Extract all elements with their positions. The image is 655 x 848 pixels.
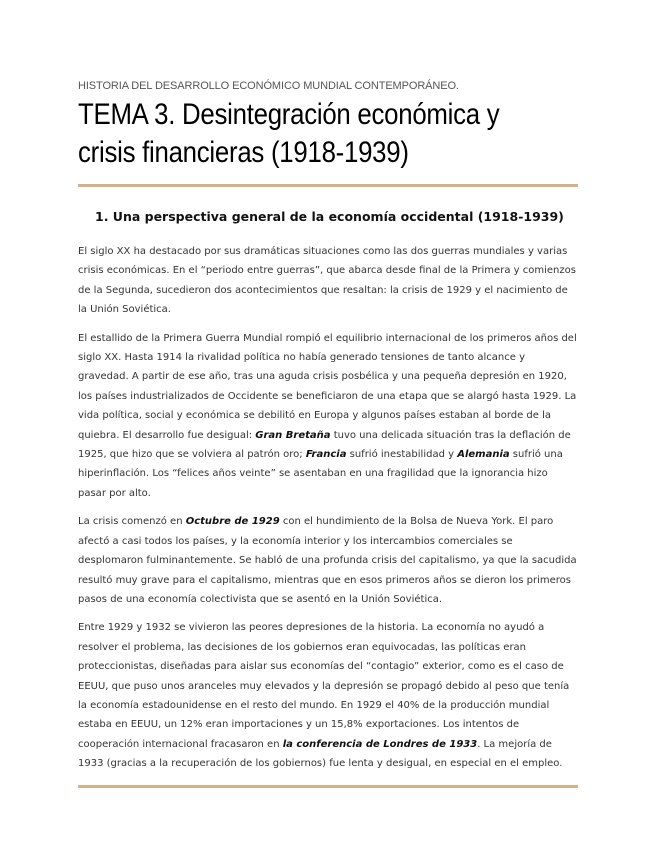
emphasis-conferencia-londres: la conferencia de Londres de 1933 [282, 738, 478, 750]
emphasis-gran-bretana: Gran Bretaña [255, 429, 331, 441]
course-subtitle: HISTORIA DEL DESARROLLO ECONÓMICO MUNDIAL CONTEMPORÁNEO. [78, 80, 459, 92]
paragraph-1: El siglo XX ha destacado por sus dramáticas situaciones como las dos guerras mundiales y varias crisis económicas. En el “periodo entre guerras”, que abarca desde final de la Primera y comienzos de la Segunda, sucedieron dos acontecimientos que resaltan: la crisis de 1929 y el nacimiento de la Unión Soviética. [78, 246, 576, 316]
paragraph-4-text-2: . La mejoría de 1933 (gracias a la recuperación de los gobiernos) fue lenta y desigual, en especial en el empleo. [78, 738, 563, 770]
emphasis-francia: Francia [305, 449, 347, 461]
paragraph-2-text-2: tuvo una delicada situación tras la deflación de 1925, que hizo que se volviera al patrón oro; [78, 429, 571, 461]
paragraph-4 [78, 618, 578, 773]
paragraph-3 [78, 512, 578, 609]
bottom-divider [78, 785, 578, 788]
top-divider [78, 184, 578, 187]
emphasis-alemania: Alemania [457, 449, 510, 461]
page-title: TEMA 3. Desintegración económica y crisis financieras (1918-1939) [78, 98, 500, 169]
paragraph-3-text-2: con el hundimiento de la Bolsa de Nueva York. El paro afectó a casi todos los países, y la economía interior y los intercambios comerciales se desplomaron fulminantemente. Se habló de una profunda crisis del capitalismo, ya que la sacudida resultó muy grave para el capitalismo, mientras que en esos primeros años se dieron los primeros pasos de una economía colectivista que se asentó en la Unión Soviética. [78, 516, 577, 605]
paragraph-3-text-1: La crisis comenzó en [78, 516, 186, 528]
paragraph-2 [78, 329, 578, 504]
body-text [78, 242, 578, 783]
paragraph-4-text-1: Entre 1929 y 1932 se vivieron las peores depresiones de la historia. La economía no ayudó a resolver el problema, las decisiones de los gobiernos eran equivocadas, las políticas eran proteccionistas, diseñadas para aislar sus economías del “contagio” exterior, como es el caso de EEUU, que puso unos aranceles muy elevados y la depresión se propagó debido al peso que tenía la economía estadounidense en el resto del mundo. En 1929 el 40% de la producción mundial estaba en EEUU, un 12% eran importaciones y un 15,8% exportaciones. Los intentos de cooperación internacional fracasaron en [78, 622, 570, 750]
paragraph-2-text-1: El estallido de la Primera Guerra Mundial rompió el equilibrio internacional de los primeros años del siglo XX. Hasta 1914 la rivalidad política no había generado tensiones de tanto alcance y gravedad. A partir de ese año, tras una aguda crisis posbélica y una pequeña depresión en 1920, los países industrializados de Occidente se beneficiaron de una etapa que se alargó hasta 1929. La vida política, social y económica se debilitó en Europa y algunos países estaban al borde de la quiebra. El desarrollo fue desigual: [78, 332, 577, 441]
emphasis-octubre-1929: Octubre de 1929 [185, 516, 280, 528]
paragraph-2-text-3: sufrió inestabilidad y [346, 449, 458, 461]
paragraph-2-text-4: sufrió una hiperinflación. Los “felices años veinte” se asentaban en una fragilidad que la ignorancia hizo pasar por alto. [78, 449, 563, 499]
section-heading: 1. Una perspectiva general de la economía occidental (1918-1939) [95, 209, 564, 224]
